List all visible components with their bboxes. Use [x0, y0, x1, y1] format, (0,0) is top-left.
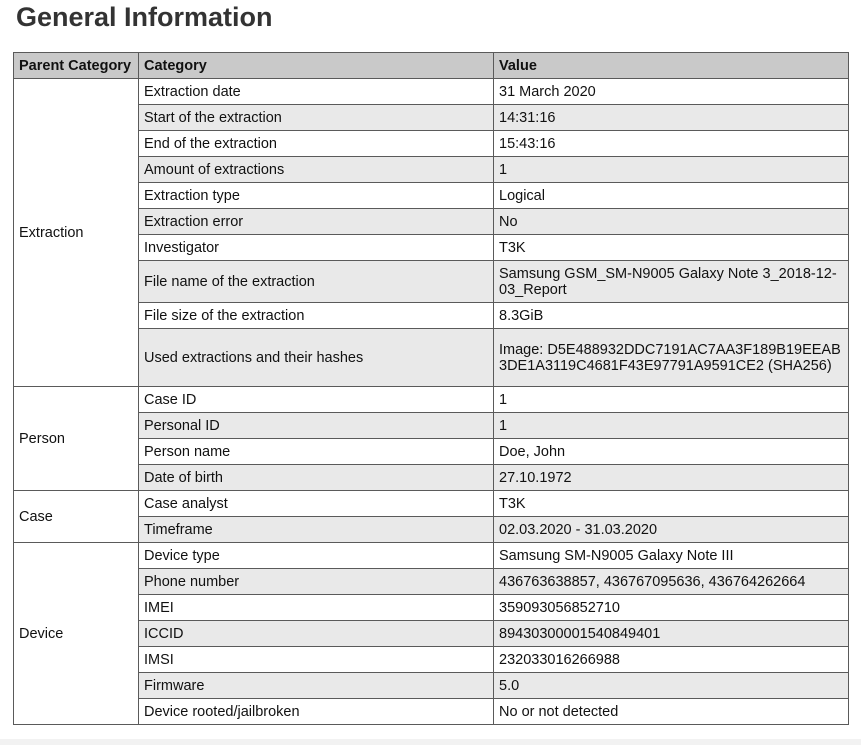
category-cell: Investigator	[139, 235, 494, 261]
parent-category-person: Person	[14, 387, 139, 491]
table-row	[14, 595, 849, 621]
category-cell: Personal ID	[139, 413, 494, 439]
value-cell: 31 March 2020	[494, 79, 849, 105]
table-row	[14, 235, 849, 261]
value-cell: Logical	[494, 183, 849, 209]
category-cell: End of the extraction	[139, 131, 494, 157]
value-cell: 232033016266988	[494, 647, 849, 673]
category-cell: Used extractions and their hashes	[139, 329, 494, 387]
value-cell: Samsung SM-N9005 Galaxy Note III	[494, 543, 849, 569]
category-cell: Extraction error	[139, 209, 494, 235]
table-row	[14, 517, 849, 543]
table-row	[14, 303, 849, 329]
value-cell: T3K	[494, 235, 849, 261]
value-cell: Samsung GSM_SM-N9005 Galaxy Note 3_2018-12-03_Report	[494, 261, 849, 303]
page-title: General Information	[16, 2, 273, 32]
table-row	[14, 261, 849, 303]
table-row	[14, 621, 849, 647]
table-row	[14, 673, 849, 699]
category-cell: Extraction date	[139, 79, 494, 105]
category-cell: Phone number	[139, 569, 494, 595]
table-row	[14, 183, 849, 209]
table-row	[14, 329, 849, 387]
table-row	[14, 647, 849, 673]
value-cell: No or not detected	[494, 699, 849, 725]
category-cell: Case ID	[139, 387, 494, 413]
parent-category-extraction: Extraction	[14, 79, 139, 387]
value-cell: 15:43:16	[494, 131, 849, 157]
category-cell: IMSI	[139, 647, 494, 673]
category-cell: Device rooted/jailbroken	[139, 699, 494, 725]
value-cell: 436763638857, 436767095636, 436764262664	[494, 569, 849, 595]
value-cell: 8.3GiB	[494, 303, 849, 329]
category-cell: IMEI	[139, 595, 494, 621]
header-category: Category	[139, 53, 494, 79]
value-cell: 14:31:16	[494, 105, 849, 131]
table-row	[14, 157, 849, 183]
table-row	[14, 209, 849, 235]
header-value: Value	[494, 53, 849, 79]
general-information-table	[13, 52, 849, 725]
value-cell: 5.0	[494, 673, 849, 699]
category-cell: Date of birth	[139, 465, 494, 491]
table-row	[14, 699, 849, 725]
category-cell: Extraction type	[139, 183, 494, 209]
table-row	[14, 413, 849, 439]
value-cell: 1	[494, 413, 849, 439]
parent-category-case: Case	[14, 491, 139, 543]
table-row	[14, 465, 849, 491]
value-cell: No	[494, 209, 849, 235]
category-cell: Amount of extractions	[139, 157, 494, 183]
value-cell: 02.03.2020 - 31.03.2020	[494, 517, 849, 543]
value-cell: 1	[494, 157, 849, 183]
category-cell: Firmware	[139, 673, 494, 699]
value-cell: T3K	[494, 491, 849, 517]
category-cell: File size of the extraction	[139, 303, 494, 329]
category-cell: Timeframe	[139, 517, 494, 543]
parent-category-device: Device	[14, 543, 139, 725]
table-row	[14, 131, 849, 157]
table-row	[14, 491, 849, 517]
table-row	[14, 387, 849, 413]
table-row	[14, 105, 849, 131]
category-cell: Start of the extraction	[139, 105, 494, 131]
category-cell: ICCID	[139, 621, 494, 647]
table-header-row	[14, 53, 849, 79]
value-cell: 89430300001540849401	[494, 621, 849, 647]
category-cell: Device type	[139, 543, 494, 569]
header-parent-category: Parent Category	[14, 53, 139, 79]
table-row	[14, 79, 849, 105]
table-row	[14, 439, 849, 465]
table-row	[14, 569, 849, 595]
category-cell: File name of the extraction	[139, 261, 494, 303]
value-cell: Image: D5E488932DDC7191AC7AA3F189B19EEAB3DE1A3119C4681F43E97791A9591CE2 (SHA256)	[494, 329, 849, 387]
category-cell: Person name	[139, 439, 494, 465]
value-cell: 1	[494, 387, 849, 413]
bottom-edge-bar	[0, 739, 861, 745]
value-cell: 27.10.1972	[494, 465, 849, 491]
value-cell: 359093056852710	[494, 595, 849, 621]
category-cell: Case analyst	[139, 491, 494, 517]
table-row	[14, 543, 849, 569]
value-cell: Doe, John	[494, 439, 849, 465]
